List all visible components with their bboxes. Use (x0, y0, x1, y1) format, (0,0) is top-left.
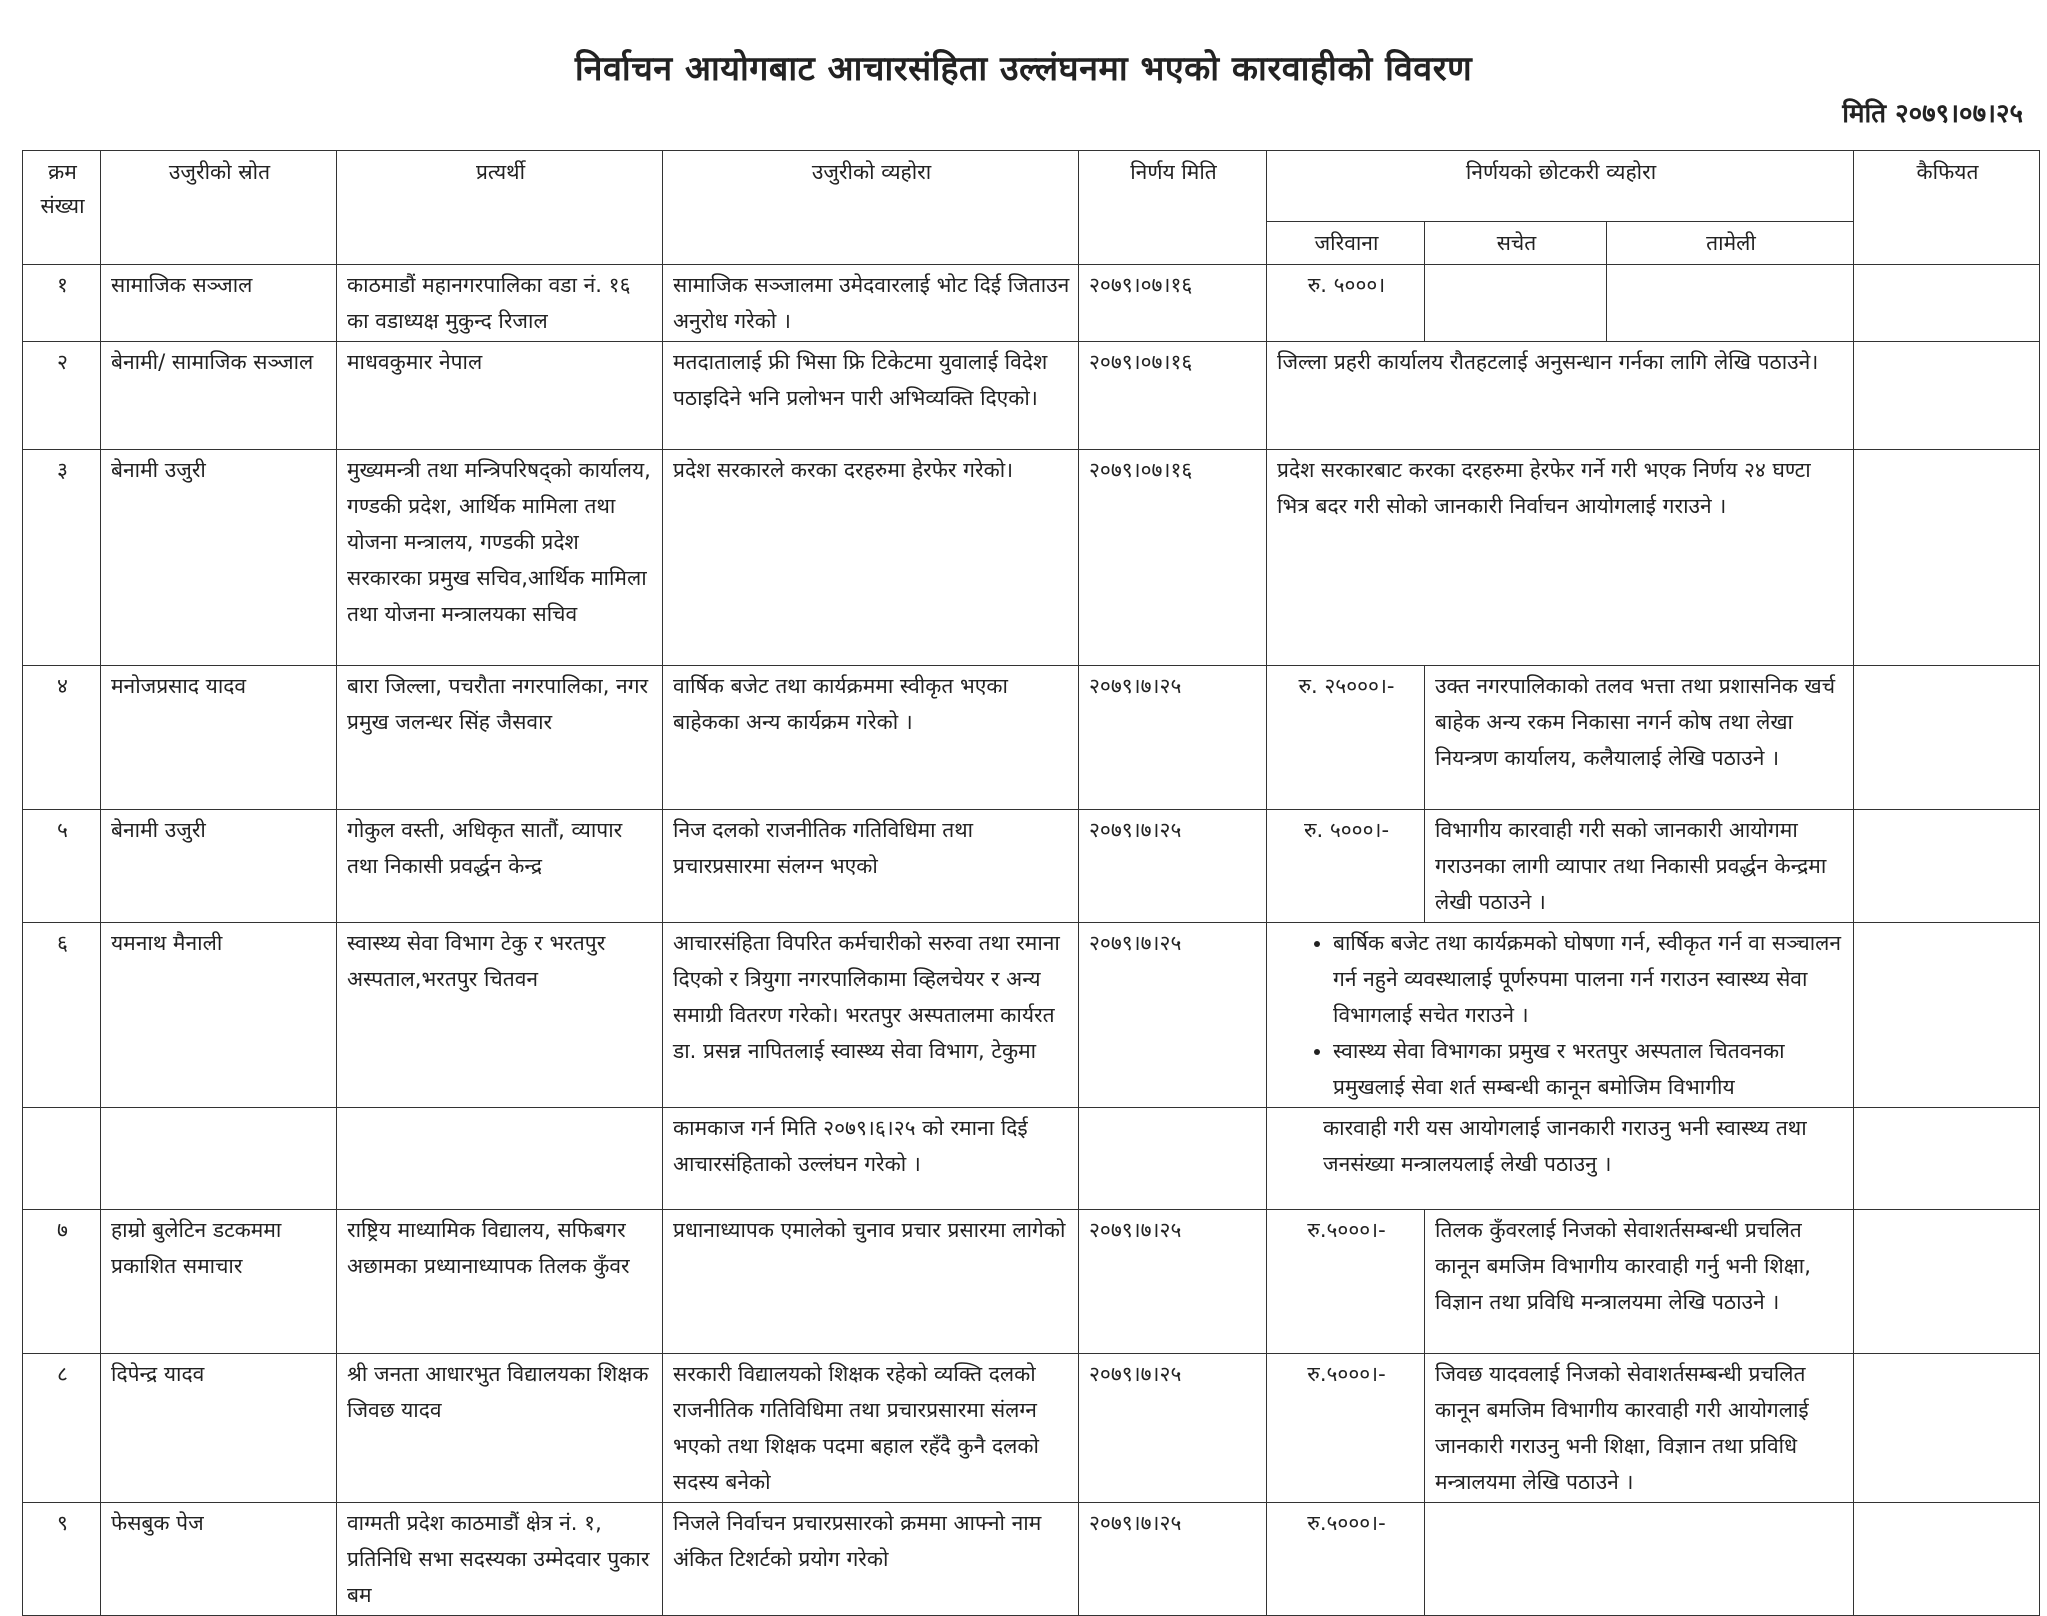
action-table (22, 150, 2040, 1616)
header-complaint: उजुरीको व्यहोरा (663, 151, 1079, 265)
cell-remarks (1854, 342, 2040, 450)
cell-sn: ९ (23, 1503, 101, 1616)
header-execution: तामेली (1607, 222, 1854, 265)
cell-complaint: सरकारी विद्यालयको शिक्षक रहेको व्यक्ति दलको राजनीतिक गतिविधिमा तथा प्रचारप्रसारमा संलग्न भएको तथा शिक्षक पदमा बहाल रहँदै कुनै दलको सदस्य बनेको (663, 1354, 1079, 1503)
cell-respondent: माधवकुमार नेपाल (337, 342, 663, 450)
table-row-continuation (23, 1108, 2040, 1210)
cell-respondent: काठमाडौं महानगरपालिका वडा नं. १६ का वडाध्यक्ष मुकुन्द रिजाल (337, 265, 663, 342)
bullet-item: • बार्षिक बजेट तथा कार्यक्रमको घोषणा गर्न, स्वीकृत गर्न वा सञ्चालन गर्न नहुने व्यवस्थालाई पूर्णरुपमा पालना गर्न गराउन स्वास्थ्य सेवा विभागलाई सचेत गराउने । (1333, 925, 1845, 1033)
cell-date: २०७९।७।२५ (1079, 1354, 1267, 1503)
cell-respondent: बारा जिल्ला, पचरौता नगरपालिका, नगर प्रमुख जलन्धर सिंह जैसवार (337, 666, 663, 810)
header-respondent: प्रत्यर्थी (337, 151, 663, 265)
cell-respondent: गोकुल वस्ती, अधिकृत सातौं, व्यापार तथा निकासी प्रवर्द्धन केन्द्र (337, 810, 663, 923)
cell-remarks (1854, 923, 2040, 1108)
header-sn: क्रम संख्या (23, 151, 101, 265)
bullet-item: • स्वास्थ्य सेवा विभागका प्रमुख र भरतपुर अस्पताल चितवनका प्रमुखलाई सेवा शर्त सम्बन्धी कानून बमोजिम विभागीय (1333, 1033, 1845, 1105)
header-row-1 (23, 151, 2040, 222)
cell-date: २०७९।७।२५ (1079, 923, 1267, 1108)
cell-remarks (1854, 666, 2040, 810)
cell-fine: रु. ५०००।- (1267, 810, 1425, 923)
cell-source: बेनामी/ सामाजिक सञ्जाल (101, 342, 337, 450)
cell-sn-empty (23, 1108, 101, 1210)
cell-sn: ३ (23, 450, 101, 666)
cell-action: तिलक कुँवरलाई निजको सेवाशर्तसम्बन्धी प्रचलित कानून बमजिम विभागीय कारवाही गर्नु भनी शिक्षा, विज्ञान तथा प्रविधि मन्त्रालयमा लेखि पठाउने । (1425, 1210, 1854, 1354)
cell-sn: ७ (23, 1210, 101, 1354)
table-row (23, 1503, 2040, 1616)
header-decision-date: निर्णय मिति (1079, 151, 1267, 265)
header-decision-summary: निर्णयको छोटकरी व्यहोरा (1267, 151, 1854, 222)
cell-date: २०७९।०७।१६ (1079, 265, 1267, 342)
cell-source: मनोजप्रसाद यादव (101, 666, 337, 810)
cell-sn: २ (23, 342, 101, 450)
cell-source: सामाजिक सञ्जाल (101, 265, 337, 342)
cell-complaint: प्रदेश सरकारले करका दरहरुमा हेरफेर गरेको। (663, 450, 1079, 666)
cell-action: जिवछ यादवलाई निजको सेवाशर्तसम्बन्धी प्रचलित कानून बमजिम विभागीय कारवाही गरी आयोगलाई जानकारी गराउनु भनी शिक्षा, विज्ञान तथा प्रविधि मन्त्रालयमा लेखि पठाउने । (1425, 1354, 1854, 1503)
cell-respondent: स्वास्थ्य सेवा विभाग टेकु र भरतपुर अस्पताल,भरतपुर चितवन (337, 923, 663, 1108)
bullet-list (1277, 925, 1845, 1105)
table-row (23, 450, 2040, 666)
cell-respondent: वाग्मती प्रदेश काठमाडौं क्षेत्र नं. १, प्रतिनिधि सभा सदस्यका उम्मेदवार पुकार बम (337, 1503, 663, 1616)
cell-complaint: निजले निर्वाचन प्रचारप्रसारको क्रममा आफ्नो नाम अंकित टिशर्टको प्रयोग गरेको (663, 1503, 1079, 1616)
cell-source: यमनाथ मैनाली (101, 923, 337, 1108)
cell-sn: ५ (23, 810, 101, 923)
cell-remarks (1854, 450, 2040, 666)
cell-source: फेसबुक पेज (101, 1503, 337, 1616)
cell-source: बेनामी उजुरी (101, 450, 337, 666)
header-remarks: कैफियत (1854, 151, 2040, 265)
cell-decision-cont: कारवाही गरी यस आयोगलाई जानकारी गराउनु भनी स्वास्थ्य तथा जनसंख्या मन्त्रालयलाई लेखी पठाउनु । (1267, 1108, 1854, 1210)
cell-complaint: मतदातालाई फ्री भिसा फ्रि टिकेटमा युवालाई विदेश पठाइदिने भनि प्रलोभन पारी अभिव्यक्ति दिएको। (663, 342, 1079, 450)
cell-date: २०७९।७।२५ (1079, 810, 1267, 923)
table-row (23, 265, 2040, 342)
cell-warning (1425, 265, 1607, 342)
cell-fine: रु. ५०००। (1267, 265, 1425, 342)
cell-date-empty (1079, 1108, 1267, 1210)
cell-decision-summary: जिल्ला प्रहरी कार्यालय रौतहटलाई अनुसन्धान गर्नका लागि लेखि पठाउने। (1267, 342, 1854, 450)
cell-respondent: राष्ट्रिय माध्यामिक विद्यालय, सफिबगर अछामका प्रध्यानाध्यापक तिलक कुँवर (337, 1210, 663, 1354)
table-row (23, 666, 2040, 810)
cell-complaint: वार्षिक बजेट तथा कार्यक्रममा स्वीकृत भएका बाहेकका अन्य कार्यक्रम गरेको । (663, 666, 1079, 810)
cell-date: २०७९।७।२५ (1079, 1503, 1267, 1616)
table-row (23, 810, 2040, 923)
cell-action: उक्त नगरपालिकाको तलव भत्ता तथा प्रशासनिक खर्च बाहेक अन्य रकम निकासा नगर्न कोष तथा लेखा नियन्त्रण कार्यालय, कलैयालाई लेखि पठाउने । (1425, 666, 1854, 810)
cell-respondent: मुख्यमन्त्री तथा मन्त्रिपरिषद्को कार्यालय, गण्डकी प्रदेश, आर्थिक मामिला तथा योजना मन्त्रालय, गण्डकी प्रदेश सरकारका प्रमुख सचिव,आर्थिक मामिला तथा योजना मन्त्रालयका सचिव (337, 450, 663, 666)
cell-source: दिपेन्द्र यादव (101, 1354, 337, 1503)
cell-remarks (1854, 1210, 2040, 1354)
cell-respondent-empty (337, 1108, 663, 1210)
cell-complaint: निज दलको राजनीतिक गतिविधिमा तथा प्रचारप्रसारमा संलग्न भएको (663, 810, 1079, 923)
cell-date: २०७९।०७।१६ (1079, 450, 1267, 666)
cell-sn: १ (23, 265, 101, 342)
cell-complaint: सामाजिक सञ्जालमा उमेदवारलाई भोट दिई जिताउन अनुरोध गरेको । (663, 265, 1079, 342)
cell-remarks (1854, 1354, 2040, 1503)
cell-fine: रु.५०००।- (1267, 1210, 1425, 1354)
table-row (23, 342, 2040, 450)
table-row (23, 1210, 2040, 1354)
cell-date: २०७९।०७।१६ (1079, 342, 1267, 450)
table-row (23, 1354, 2040, 1503)
cell-fine: रु.५०००।- (1267, 1503, 1425, 1616)
cell-respondent: श्री जनता आधारभुत विद्यालयका शिक्षक जिवछ यादव (337, 1354, 663, 1503)
cell-complaint: आचारसंहिता विपरित कर्मचारीको सरुवा तथा रमाना दिएको र त्रियुगा नगरपालिकामा व्हिलचेयर र अन्य समाग्री वितरण गरेको। भरतपुर अस्पतालमा कार्यरत डा. प्रसन्न नापितलाई स्वास्थ्य सेवा विभाग, टेकुमा (663, 923, 1079, 1108)
cell-date: २०७९।७।२५ (1079, 666, 1267, 810)
cell-source: बेनामी उजुरी (101, 810, 337, 923)
cell-sn: ८ (23, 1354, 101, 1503)
cell-fine: रु. २५०००।- (1267, 666, 1425, 810)
page-title: निर्वाचन आयोगबाट आचारसंहिता उल्लंघनमा भएको कारवाहीको विवरण (574, 49, 1473, 89)
cell-date: २०७९।७।२५ (1079, 1210, 1267, 1354)
cell-sn: ४ (23, 666, 101, 810)
cell-fine: रु.५०००।- (1267, 1354, 1425, 1503)
header-warning: सचेत (1425, 222, 1607, 265)
page-date: मिति २०७९।०७।२५ (1842, 99, 2023, 129)
cell-complaint-cont: कामकाज गर्न मिति २०७९।६।२५ को रमाना दिई आचारसंहिताको उल्लंघन गरेको । (663, 1108, 1079, 1210)
cell-complaint: प्रधानाध्यापक एमालेको चुनाव प्रचार प्रसारमा लागेको (663, 1210, 1079, 1354)
cell-sn: ६ (23, 923, 101, 1108)
cell-remarks (1854, 1503, 2040, 1616)
cell-remarks-empty (1854, 1108, 2040, 1210)
header-fine: जरिवाना (1267, 222, 1425, 265)
header-source: उजुरीको स्रोत (101, 151, 337, 265)
cell-action: विभागीय कारवाही गरी सको जानकारी आयोगमा गराउनका लागी व्यापार तथा निकासी प्रवर्द्धन केन्द्रमा लेखी पठाउने । (1425, 810, 1854, 923)
cell-source: हाम्रो बुलेटिन डटकममा प्रकाशित समाचार (101, 1210, 337, 1354)
cell-remarks (1854, 810, 2040, 923)
cell-action (1425, 1503, 1854, 1616)
cell-execution (1607, 265, 1854, 342)
cell-source-empty (101, 1108, 337, 1210)
cell-decision-bullets (1267, 923, 1854, 1108)
cell-decision-summary: प्रदेश सरकारबाट करका दरहरुमा हेरफेर गर्ने गरी भएक निर्णय २४ घण्टा भित्र बदर गरी सोको जानकारी निर्वाचन आयोगलाई गराउने । (1267, 450, 1854, 666)
cell-remarks (1854, 265, 2040, 342)
table-row (23, 923, 2040, 1108)
